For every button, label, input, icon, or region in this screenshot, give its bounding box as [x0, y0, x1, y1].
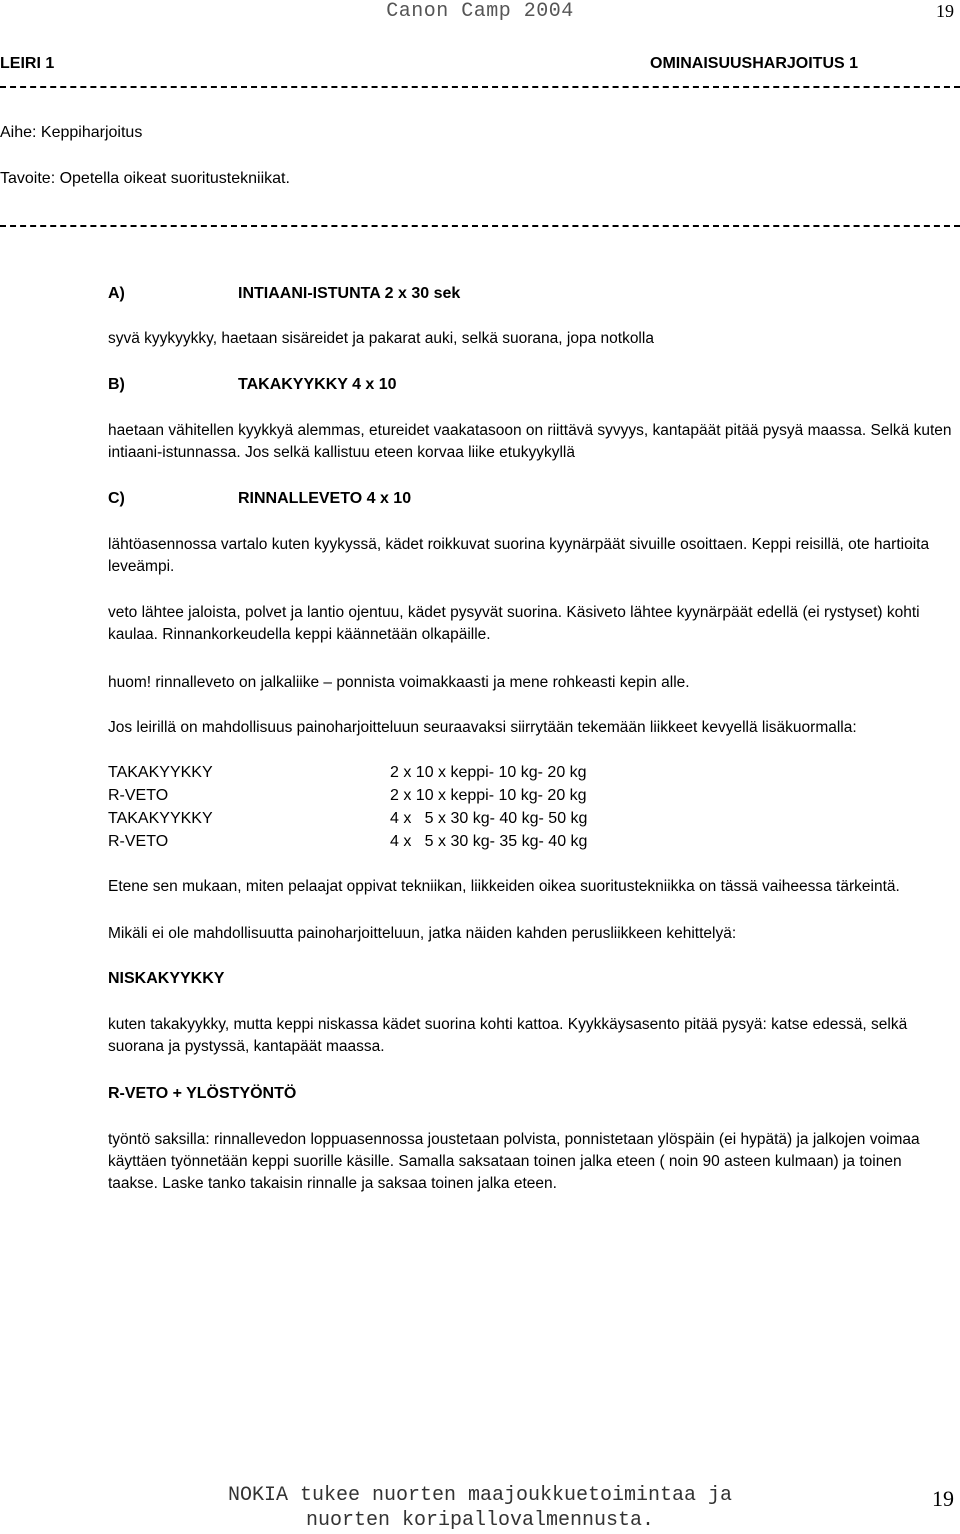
rveto-title: R-VETO + YLÖSTYÖNTÖ [108, 1085, 297, 1102]
program-exercise: TAKAKYYKKY [108, 764, 213, 781]
section-a-letter: A) [108, 285, 125, 302]
footer-page-number: 19 [932, 1486, 954, 1511]
section-a-title: INTIAANI-ISTUNTA 2 x 30 sek [238, 285, 461, 302]
footer-line: nuorten koripallovalmennusta. [305, 1509, 655, 1532]
program-sets: 2 x 10 x keppi- 10 kg- 20 kg [390, 787, 587, 804]
program-exercise: TAKAKYYKKY [108, 810, 213, 827]
weights-intro: Jos leirillä on mahdollisuus painoharjoitteluun seuraavaksi siirrytään tekemään liikkeet kevyellä lisäkuormalla: [108, 719, 857, 736]
section-c-letter: C) [108, 490, 125, 507]
running-header-title: Canon Camp 2004 [386, 0, 574, 23]
footer-sponsor-note [0, 1483, 960, 1533]
niskakyykky-title: NISKAKYYKKY [108, 970, 225, 987]
dashed-divider [0, 225, 960, 227]
section-c-note: huom! rinnalleveto on jalkaliike – ponnista voimakkaasti ja mene rohkeasti kepin alle. [108, 674, 690, 691]
section-a-text: syvä kyykyykky, haetaan sisäreidet ja pakarat auki, selkä suorana, jopa notkolla [108, 330, 654, 347]
rveto-text: työntö saksilla: rinnallevedon loppuasennossa joustetaan polvista, ponnistetaan ylöspäin (ei hypätä) ja jalkojen voimaa käyttäen työnnetään keppi suorille käsille. Samalla saksataan toinen jalka eteen ( noin 90 asteen kulmaan) ja toinen taakse. Laske tanko takaisin rinnalle ja saksaa toinen jalka eteen. [108, 1131, 920, 1192]
program-exercise: R-VETO [108, 787, 169, 804]
program-sets: 4 x 5 x 30 kg- 40 kg- 50 kg [390, 810, 588, 827]
camp-label: LEIRI 1 [0, 55, 55, 72]
dashed-divider [0, 86, 960, 88]
exercise-series-label: OMINAISUUSHARJOITUS 1 [650, 55, 859, 72]
program-sets: 4 x 5 x 30 kg- 35 kg- 40 kg [390, 833, 588, 850]
topic-line: Aihe: Keppiharjoitus [0, 124, 143, 141]
no-weights-text: Mikäli ei ole mahdollisuutta painoharjoitteluun, jatka näiden kahden perusliikkeen kehittelyä: [108, 925, 737, 942]
section-b-letter: B) [108, 376, 125, 393]
section-c-text-pull: veto lähtee jaloista, polvet ja lantio ojentuu, kädet pysyvät suorina. Käsiveto lähtee kyynärpäät edellä (ei rystyset) kohti kaulaa. Rinnankorkeudella keppi käännetään olkapäille. [108, 604, 920, 643]
header-page-number: 19 [936, 1, 954, 21]
niskakyykky-text: kuten takakyykky, mutta keppi niskassa kädet suorina kohti kattoa. Kyykkäysasento pitää pysyä: katse edessä, selkä suorana ja pystyssä, kantapäät maassa. [108, 1016, 908, 1055]
program-exercise: R-VETO [108, 833, 169, 850]
footer-line: NOKIA tukee nuorten maajoukkuetoimintaa ja [227, 1484, 733, 1507]
program-sets: 2 x 10 x keppi- 10 kg- 20 kg [390, 764, 587, 781]
section-c-text-start: lähtöasennossa vartalo kuten kyykyssä, kädet roikkuvat suorina kyynärpäät sivuille osoittaen. Keppi reisillä, ote hartioita leveämpi. [108, 536, 930, 575]
section-b-text: haetaan vähitellen kyykkyä alemmas, etureidet vaakatasoon on riittävä syvyys, kantapäät pitää pysyä maassa. Selkä kuten intiaani-istunnassa. Jos selkä kallistuu eteen korvaa liike etukyykyllä [108, 422, 952, 461]
section-c-title: RINNALLEVETO 4 x 10 [238, 490, 412, 507]
section-b-title: TAKAKYYKKY 4 x 10 [238, 376, 397, 393]
progress-text: Etene sen mukaan, miten pelaajat oppivat tekniikan, liikkeiden oikea suoritustekniikka on tässä vaiheessa tärkeintä. [108, 878, 900, 895]
goal-line: Tavoite: Opetella oikeat suoritustekniikat. [0, 170, 290, 187]
